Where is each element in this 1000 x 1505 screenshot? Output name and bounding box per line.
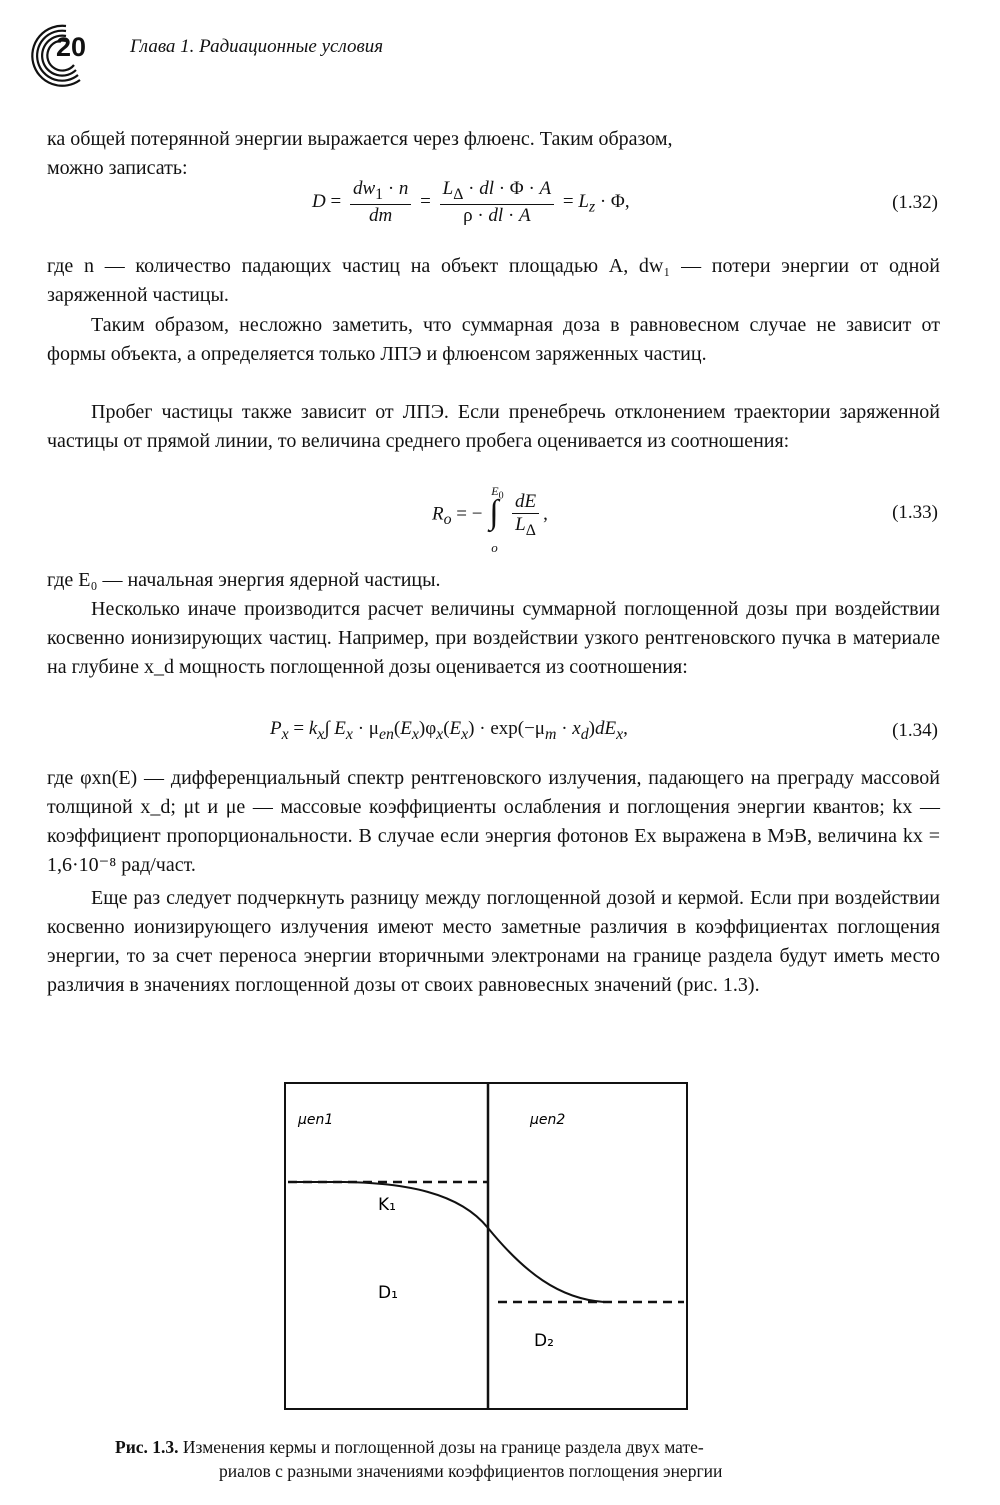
page-number: 20	[56, 32, 87, 62]
figure-1-3	[284, 1082, 688, 1410]
equation-1-33	[47, 482, 940, 554]
equation-1-32	[47, 178, 940, 238]
paragraph-1-line-1: ка общей потерянной энергии выражается через флюенс. Таким образом,	[47, 128, 673, 150]
equation-1-34-number: (1.34)	[892, 720, 938, 741]
paragraph-3: Таким образом, несложно заметить, что суммарная доза в равновесном случае не зависит от формы объекта, а определяется только ЛПЭ и флюенсом заряженных частиц.	[47, 314, 940, 365]
dose-curve	[288, 1182, 604, 1302]
caption-line-1: Изменения кермы и поглощенной дозы на границе раздела двух мате-	[182, 1437, 704, 1457]
paragraph-7: где φxn(E) — дифференциальный спектр рентгеновского излучения, падающего на преграду массовой толщиной x_d; μt и μe — массовые коэффициенты ослабления и поглощения энергии квантов; kx — коэффициент пропорциональности. В случае если энергия фотонов Ex выражена в МэВ, величина kx = 1,6·10⁻⁸ рад/част.	[47, 767, 940, 876]
label-mu-en2: μen2	[530, 1112, 566, 1128]
paragraph-5: где E₀ — начальная энергия ядерной частицы.	[47, 569, 441, 591]
figure-caption	[115, 1435, 945, 1483]
paragraph-2: где n — количество падающих частиц на объект площадью A, dw₁ — потери энергии от одной заряженной частицы.	[47, 255, 940, 306]
caption-line-2: риалов с разными значениями коэффициентов поглощения энергии	[219, 1461, 723, 1481]
equation-1-34	[47, 718, 940, 754]
equation-1-33-number: (1.33)	[892, 502, 938, 523]
paragraph-1-line-2: можно записать:	[47, 157, 188, 179]
paragraph-1	[47, 125, 940, 183]
page-header	[22, 18, 972, 88]
label-k1: K₁	[378, 1195, 396, 1215]
paragraph-8: Еще раз следует подчеркнуть разницу между поглощенной дозой и кермой. Если при воздействии косвенно ионизирующего излучения имеют место заметные различия в коэффициентах поглощения энергии, то за счет переноса энергии вторичными электронами на границе раздела будут иметь место различия в значениях поглощенной дозы от своих равновесных значений (рис. 1.3).	[47, 887, 940, 996]
figure-frame	[285, 1083, 687, 1409]
equation-1-34-body: $P_x = k_x\int$ $E_x \cdot \mu_{en}(E_x)\varphi_x(E_x) \cdot \exp(-\mu_m \cdot x_d)dE_x$,	[270, 718, 628, 743]
equation-1-32-body: D = $\frac{dw_1 \cdot n}{dm}$ = $\frac{L_\Delta \cdot dl \cdot \Phi \cdot A}{\rho \cdot dl \cdot A}$ = $L_z \cdot \Phi$,	[312, 178, 630, 226]
running-title: Глава 1. Радиационные условия	[130, 36, 384, 57]
label-d2: D₂	[534, 1331, 554, 1351]
label-mu-en1: μen1	[298, 1112, 334, 1128]
paragraph-6: Несколько иначе производится расчет величины суммарной поглощенной дозы при воздействии косвенно ионизирующих частиц. Например, при воздействии узкого рентгеновского пучка в материале на глубине x_d мощность поглощенной дозы оценивается из соотношения:	[47, 598, 940, 678]
paragraph-4: Пробег частицы также зависит от ЛПЭ. Если пренебречь отклонением траектории заряженной частицы от прямой линии, то величина среднего пробега оценивается из соотношения:	[47, 401, 940, 452]
equation-1-33-body: $R_o$ = − $E_0$ ∫ o $\frac{dE}{L_\Delta}$ ,	[432, 484, 548, 555]
caption-label: Рис. 1.3.	[115, 1437, 179, 1457]
equation-1-32-number: (1.32)	[892, 192, 938, 213]
label-d1: D₁	[378, 1283, 398, 1303]
